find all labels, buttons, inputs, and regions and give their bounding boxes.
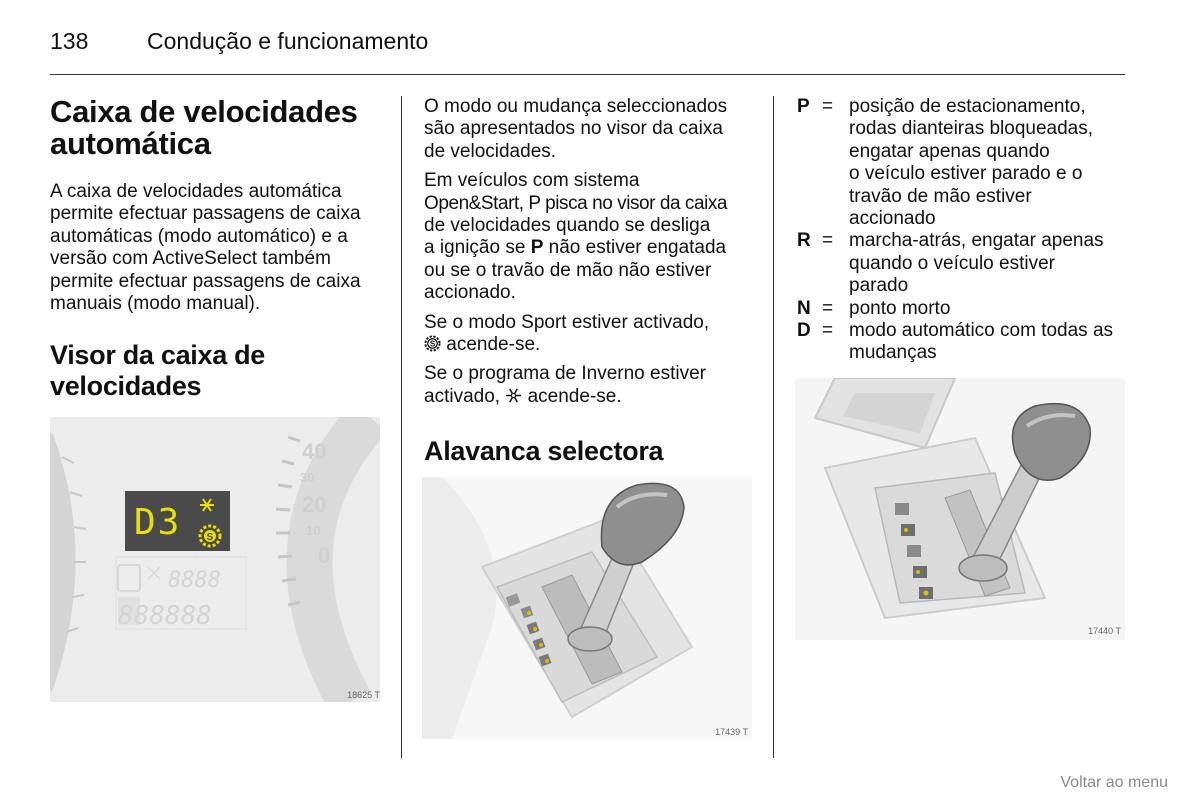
- figure-id: 17439 T: [715, 727, 748, 737]
- intro-paragraph: A caixa de velocidades automática permite efectuar passagens de caixa automáticas (modo automático) e a versão com ActiveSelect também permite efectuar passagens de caixa manuais (modo manual).: [50, 181, 361, 315]
- paragraph-display-mode: O modo ou mudança seleccionados são apresentados no visor da caixa de velocidades.: [424, 96, 728, 162]
- gear-lcd-digits: D3: [134, 502, 182, 543]
- figure-gear-display: [50, 417, 380, 702]
- main-heading: Caixa de velocidades automática: [50, 94, 358, 161]
- column-1: [50, 96, 390, 402]
- gauge-number-30: 30: [300, 470, 315, 485]
- column-3: [797, 96, 1132, 365]
- column-divider-2: [773, 96, 774, 758]
- svg-text:S: S: [429, 339, 436, 349]
- figure-selector-gate: [795, 378, 1125, 640]
- gauge-number-0: 0: [318, 543, 331, 568]
- display-subheading: Visor da caixa de velocidades: [50, 340, 266, 402]
- sport-icon: [424, 335, 441, 352]
- back-to-menu-link[interactable]: Voltar ao menu: [1060, 774, 1168, 791]
- paragraph-open-start: Em veículos com sistema Open&Start, P pisca no visor da caixa de velocidades quando se desliga a ignição se P não estiver engatada ou se o travão de mão não estiver accionado.: [424, 170, 728, 304]
- column-divider-1: [401, 96, 402, 758]
- snowflake-icon: [505, 387, 522, 404]
- figure-id: 17440 T: [1088, 626, 1121, 636]
- selector-lever-heading: Alavanca selectora: [424, 436, 664, 467]
- figure-selector-lever: [422, 477, 752, 739]
- segment-row-top: 8888: [168, 568, 221, 593]
- paragraph-winter: Se o programa de Inverno estiver activado, acende-se.: [424, 363, 706, 407]
- gear-row-n: N = ponto morto: [797, 297, 951, 319]
- gauge-number-10: 10: [306, 523, 321, 538]
- gear-row-r: R = marcha-atrás, engatar apenas quando o veículo estiver parado: [797, 230, 1104, 297]
- figure-id: 18625 T: [347, 690, 380, 700]
- segment-row-bottom: 888888: [118, 601, 212, 631]
- svg-text:S: S: [206, 532, 214, 543]
- header-rule: [50, 74, 1125, 75]
- column-2: [424, 96, 764, 467]
- gauge-number-20: 20: [302, 492, 327, 517]
- paragraph-sport: Se o modo Sport estiver activado, S acende-se.: [424, 311, 710, 356]
- gauge-number-40: 40: [302, 439, 327, 464]
- page-number: 138: [50, 28, 89, 54]
- section-title: Condução e funcionamento: [147, 28, 429, 54]
- gear-row-d: D = modo automático com todas as mudanças: [797, 320, 1114, 364]
- gear-row-p: P = posição de estacionamento, rodas dianteiras bloqueadas, engatar apenas quando o veículo estiver parado e o travão de mão estiver accionado: [797, 96, 1094, 230]
